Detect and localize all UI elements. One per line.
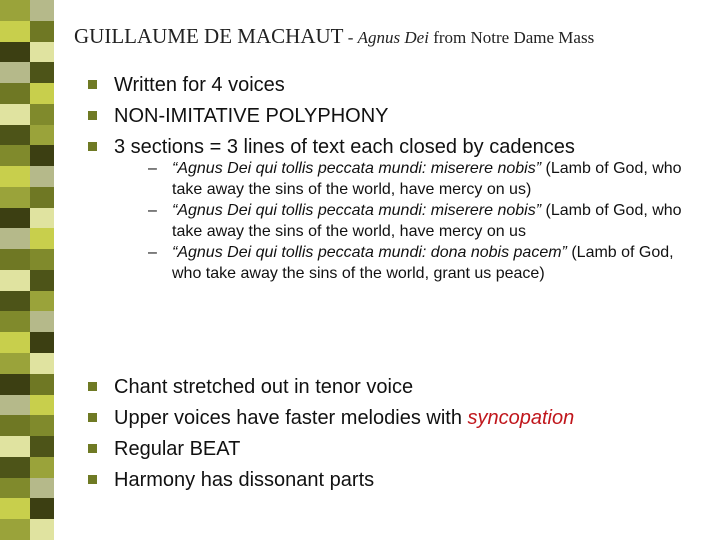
title-main: GUILLAUME DE MACHAUT <box>74 24 344 48</box>
bullet-text: Chant stretched out in tenor voice <box>114 376 414 398</box>
dash-marker: – <box>148 202 157 219</box>
dash-marker: – <box>148 244 157 261</box>
bullet-list-top <box>88 70 698 163</box>
bullet-text: NON-IMITATIVE POLYPHONY <box>114 105 389 127</box>
decorative-stripe <box>0 0 54 540</box>
bullet-item <box>88 70 698 101</box>
title-work: Agnus Dei <box>357 28 429 47</box>
bullet-text: Regular BEAT <box>114 438 241 460</box>
bullet-text: Harmony has dissonant parts <box>114 469 375 491</box>
latin-text: “Agnus Dei qui tollis peccata mundi: dona nobis pacem” <box>172 244 567 261</box>
translation-text: (Lamb of God, who take away the sins of the world, have mercy on us <box>172 202 682 240</box>
bullet-square-icon <box>88 382 97 391</box>
bullet-item <box>88 434 698 465</box>
bullet-square-icon <box>88 80 97 89</box>
translation-text: (Lamb of God, who take away the sins of the world, have mercy on us) <box>172 160 682 198</box>
slide-title <box>74 24 594 49</box>
latin-text: “Agnus Dei qui tollis peccata mundi: miserere nobis” <box>172 160 542 177</box>
bullet-item <box>88 465 698 496</box>
bullet-text: Written for 4 voices <box>114 74 285 96</box>
sub-bullet-item <box>148 242 688 284</box>
sub-bullet-list <box>148 158 688 284</box>
bullet-square-icon <box>88 142 97 151</box>
latin-text: “Agnus Dei qui tollis peccata mundi: miserere nobis” <box>172 202 542 219</box>
dash-marker: – <box>148 160 157 177</box>
title-dash: - <box>343 28 358 47</box>
syncopation-emphasis: syncopation <box>467 407 575 429</box>
sub-bullet-item <box>148 158 688 200</box>
bullet-square-icon <box>88 475 97 484</box>
bullet-item <box>88 372 698 403</box>
bullet-item <box>88 101 698 132</box>
bullet-square-icon <box>88 413 97 422</box>
sub-bullet-item <box>148 200 688 242</box>
bullet-text: Upper voices have faster melodies with <box>114 407 468 429</box>
bullet-text: 3 sections = 3 lines of text each closed by cadences <box>114 136 575 158</box>
bullet-list-bottom <box>88 372 698 496</box>
bullet-square-icon <box>88 444 97 453</box>
title-suffix: from Notre Dame Mass <box>428 28 595 47</box>
bullet-item <box>88 403 698 434</box>
bullet-square-icon <box>88 111 97 120</box>
translation-text: (Lamb of God, who take away the sins of the world, grant us peace) <box>172 244 674 282</box>
